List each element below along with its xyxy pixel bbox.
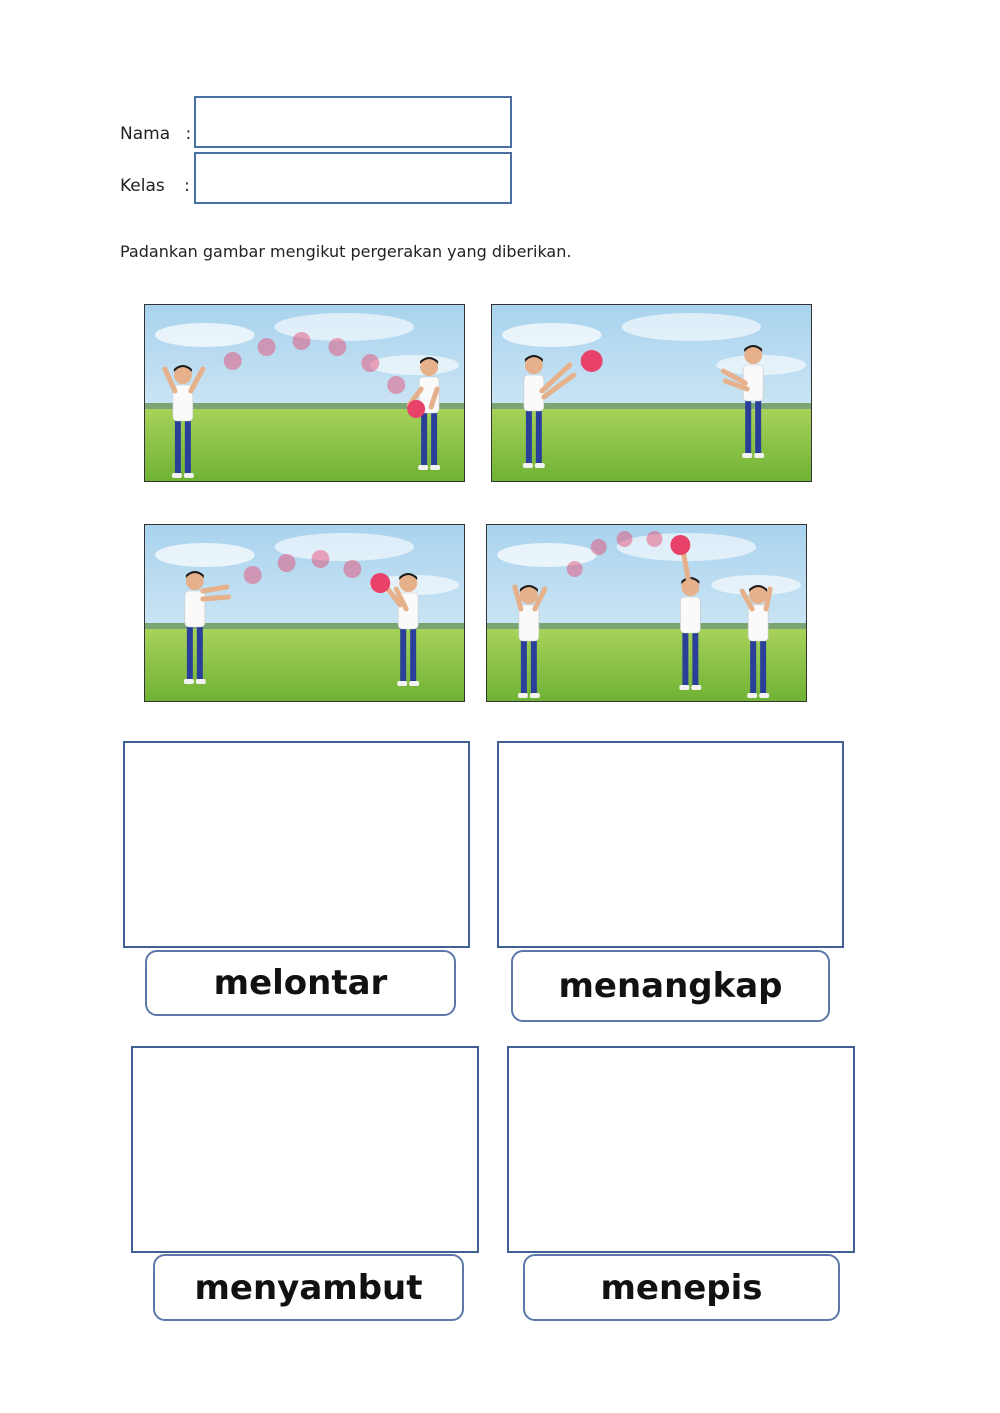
picture-deflecting[interactable]: [486, 524, 807, 702]
picture-catching[interactable]: [491, 304, 812, 482]
drop-zone-1[interactable]: [123, 741, 470, 948]
class-input[interactable]: [194, 152, 512, 204]
name-label: Nama :: [120, 124, 192, 144]
instruction-text: Padankan gambar mengikut pergerakan yang diberikan.: [120, 242, 572, 261]
answer-label-1: melontar: [145, 950, 456, 1016]
name-input[interactable]: [194, 96, 512, 148]
answer-label-4: menepis: [523, 1254, 840, 1321]
drop-zone-3[interactable]: [131, 1046, 479, 1253]
answer-label-3: menyambut: [153, 1254, 464, 1321]
picture-receiving[interactable]: [144, 524, 465, 702]
answer-label-2: menangkap: [511, 950, 830, 1022]
picture-throwing[interactable]: [144, 304, 465, 482]
drop-zone-2[interactable]: [497, 741, 844, 948]
class-label: Kelas :: [120, 176, 190, 196]
drop-zone-4[interactable]: [507, 1046, 855, 1253]
